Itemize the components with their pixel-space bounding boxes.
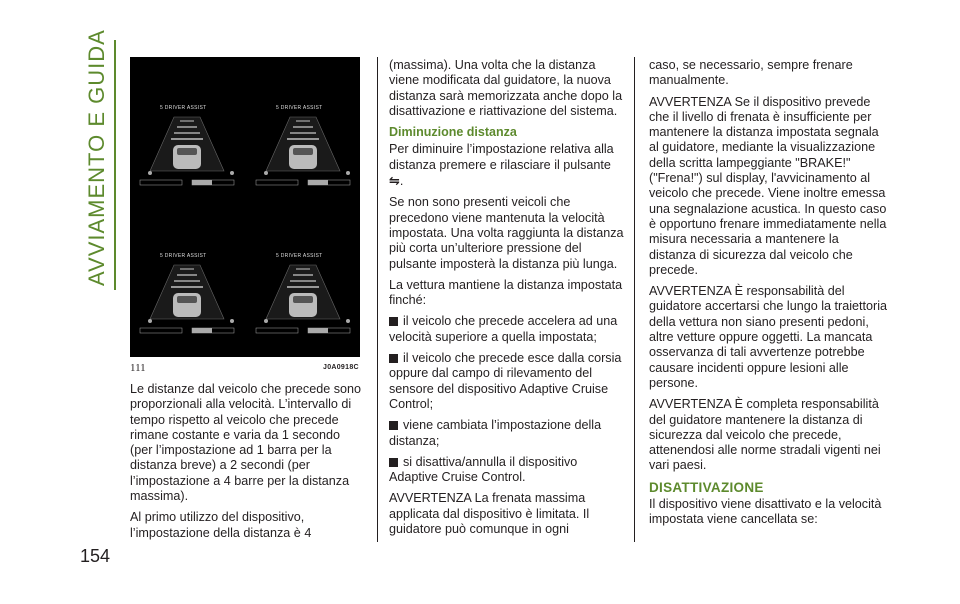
lane-graphic [132,59,242,199]
bullet-item: si disattiva/annulla il dispositivo Adaptive Cruise Control. [389,454,578,485]
panel-title: 5 DRIVER ASSIST [276,253,323,259]
paragraph: (massima). Una volta che la distanza viene modificata dal guidatore, la nuova distanza sarà memorizzata anche dopo la disattivazione e riattivazione del sistema. [389,58,623,118]
paragraph: caso, se necessario, sempre frenare manualmente. [649,58,853,88]
paragraph: AVVERTENZA È responsabilità del guidatore accertarsi che lungo la traiettoria della vettura non siano presenti pedoni, altre vetture oppure oggetti. La mancata osservanza di tali avvertenze potrebbe causare incidenti oppure lesioni alle persone. [649,284,888,390]
lane-graphic [132,207,242,347]
chapter-title: AVVIAMENTO E GUIDA [84,29,109,286]
paragraph: La vettura mantiene la distanza impostata finché: [389,277,623,308]
bullet-item: il veicolo che precede accelera ad una velocità superiore a quella impostata; [389,314,618,344]
bullet-item: il veicolo che precede esce dalla corsia oppure dal campo di rilevamento del sensore del dispositivo Adaptive Cruise Control; [389,351,622,411]
bullet-icon [389,354,398,363]
paragraph: AVVERTENZA È completa responsabilità del guidatore mantenere la distanza di sicurezza dal veicolo che precede, attenendosi alle norme stradali vigenti nei vari paesi. [649,397,881,473]
driver-assist-figure [130,57,360,357]
section-heading: Diminuzione distanza [389,125,517,140]
column-divider [377,57,378,542]
paragraph: Per diminuire l’impostazione relativa alla distanza premere e rilasciare il pulsante ⇋. [389,142,614,189]
panel-title: 5 DRIVER ASSIST [276,105,323,111]
display-panel [132,59,242,199]
paragraph: Le distanze dal veicolo che precede sono proporzionali alla velocità. L’intervallo di tempo rispetto al veicolo che precede rimane costante e varia da 1 secondo (per l’impostazione ad 1 barra per la distanza breve) a 2 secondi (per l’impostazione a 4 barre per la distanza massima). [130,382,362,504]
display-panel [248,207,358,347]
section-heading: DISATTIVAZIONE [649,479,764,495]
panel-title: 5 DRIVER ASSIST [160,253,207,259]
text-column-2 [389,58,629,543]
bullet-icon [389,421,398,430]
paragraph: AVVERTENZA Se il dispositivo prevede che il livello di frenata è insufficiente per mantenere la distanza impostata segnala al guidatore, mediante la visualizzazione della scritta lampeggiante "BRAKE!" ("Frena!") sul display, l'avvicinamento al veicolo che precede. Viene inoltre emessa una segnalazione acustica. In questo caso è opportuno frenare immediatamente nella misura necessaria a mantenere la distanza di sicurezza dal veicolo che precede. [649,94,887,277]
paragraph: Al primo utilizzo del dispositivo, l’impostazione della distanza è 4 [130,510,312,540]
text-column-1 [130,382,365,547]
lane-graphic [248,59,358,199]
panel-title: 5 DRIVER ASSIST [160,105,207,111]
figure-code: J0A0918C [323,364,359,371]
paragraph: Il dispositivo viene disattivato e la velocità impostata viene cancellata se: [649,497,882,527]
bullet-item: viene cambiata l’impostazione della distanza; [389,418,602,448]
page-number: 154 [80,546,111,566]
lane-graphic [248,207,358,347]
paragraph: Se non sono presenti veicoli che precedono viene mantenuta la velocità impostata. Una volta raggiunta la distanza più corta un’ulteriore pressione del pulsante imposterà la distanza più lunga. [389,195,624,271]
display-panel [248,59,358,199]
display-panel [132,207,242,347]
text-column-3 [649,58,889,534]
figure-number: 111 [130,362,146,374]
bullet-icon [389,458,398,467]
column-divider [634,57,635,542]
distance-button-icon: ⇋ [389,173,400,189]
paragraph: AVVERTENZA La frenata massima applicata dal dispositivo è limitata. Il guidatore può comunque in ogni [389,491,590,537]
chapter-rule [114,40,116,290]
bullet-icon [389,317,398,326]
